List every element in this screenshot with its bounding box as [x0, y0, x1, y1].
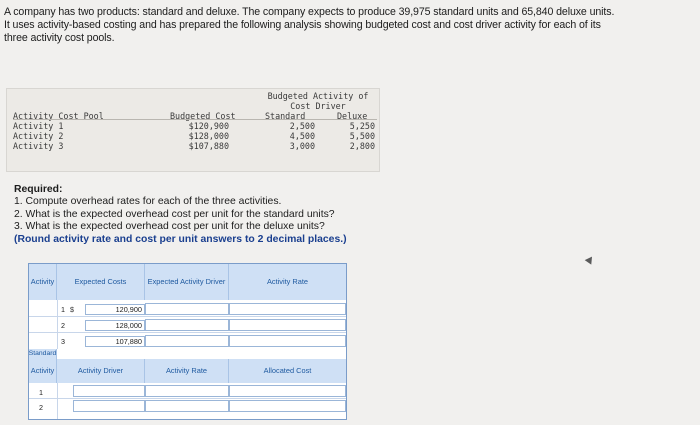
pool-name: Activity 2	[13, 131, 64, 141]
grid-line	[29, 332, 346, 333]
grid-line	[29, 316, 346, 317]
activity-rate-input[interactable]	[145, 385, 229, 397]
required-title: Required:	[14, 184, 63, 195]
question-2: 2. What is the expected overhead cost per unit for the standard units?	[14, 208, 335, 220]
grid-line	[57, 300, 58, 349]
allocated-cost-input[interactable]	[229, 400, 346, 412]
budgeted-cost: $128,000	[188, 131, 229, 141]
grid-line	[29, 398, 346, 399]
mouse-cursor-icon	[585, 254, 596, 264]
header-activity: Activity	[29, 264, 57, 300]
header-expected-costs: Expected Costs	[57, 264, 145, 300]
question-3: 3. What is the expected overhead cost per unit for the deluxe units?	[14, 221, 325, 233]
activity-rate-input[interactable]	[229, 335, 346, 347]
deluxe-value: 5,250	[349, 121, 375, 131]
expected-driver-input[interactable]	[145, 303, 229, 315]
column-header-standard: Standard	[265, 111, 306, 121]
budgeted-cost: $120,900	[188, 121, 229, 131]
header-expected-activity-driver: Expected Activity Driver	[145, 264, 229, 300]
activity-rate-input[interactable]	[229, 303, 346, 315]
header-allocated-cost: Allocated Cost	[229, 359, 346, 383]
column-header-deluxe: Deluxe	[337, 111, 368, 121]
pool-name: Activity 1	[13, 121, 64, 131]
column-header-cost: Budgeted Cost	[170, 111, 236, 121]
section-label-standard: Standard	[29, 349, 57, 359]
expected-cost-field[interactable]: 128,000	[85, 320, 145, 331]
problem-intro	[4, 6, 696, 45]
intro-line: It uses activity-based costing and has prepared the following analysis showing budgeted cost and cost driver activity for each of its	[4, 19, 601, 31]
expected-driver-input[interactable]	[145, 319, 229, 331]
row-number: 1	[39, 388, 43, 397]
activity-rate-input[interactable]	[229, 319, 346, 331]
activity-cost-table	[6, 88, 380, 172]
group-header: Budgeted Activity of	[267, 91, 369, 101]
budgeted-cost: $107,880	[188, 141, 229, 151]
activity-driver-input[interactable]	[73, 385, 145, 397]
answer-grid	[28, 263, 347, 420]
header-activity-rate: Activity Rate	[145, 359, 229, 383]
currency-symbol: $	[70, 305, 74, 314]
group-header: Cost Driver	[290, 101, 346, 111]
row-number: 1	[61, 305, 65, 314]
pool-name: Activity 3	[13, 141, 64, 151]
header-rule	[13, 119, 377, 120]
header-activity: Activity	[29, 359, 57, 383]
activity-driver-input[interactable]	[73, 400, 145, 412]
header-activity-driver: Activity Driver	[57, 359, 145, 383]
column-header-pool: Activity Cost Pool	[13, 111, 104, 121]
standard-value: 4,500	[289, 131, 315, 141]
activity-rate-input[interactable]	[145, 400, 229, 412]
expected-cost-field[interactable]: 120,900	[85, 304, 145, 315]
expected-driver-input[interactable]	[145, 335, 229, 347]
intro-line: three activity cost pools.	[4, 32, 115, 44]
allocated-cost-input[interactable]	[229, 385, 346, 397]
question-1: 1. Compute overhead rates for each of the three activities.	[14, 196, 282, 208]
row-number: 2	[61, 321, 65, 330]
standard-value: 3,000	[289, 141, 315, 151]
rounding-note: (Round activity rate and cost per unit answers to 2 decimal places.)	[14, 233, 347, 245]
intro-line: A company has two products: standard and deluxe. The company expects to produce 39,975 standard units and 65,840 deluxe units.	[4, 6, 615, 18]
row-number: 2	[39, 403, 43, 412]
header-activity-rate: Activity Rate	[229, 264, 346, 300]
required-section	[14, 184, 574, 246]
expected-cost-field[interactable]: 107,880	[85, 336, 145, 347]
deluxe-value: 5,500	[349, 131, 375, 141]
row-number: 3	[61, 337, 65, 346]
grid-line	[57, 383, 58, 419]
standard-value: 2,500	[289, 121, 315, 131]
deluxe-value: 2,800	[349, 141, 375, 151]
